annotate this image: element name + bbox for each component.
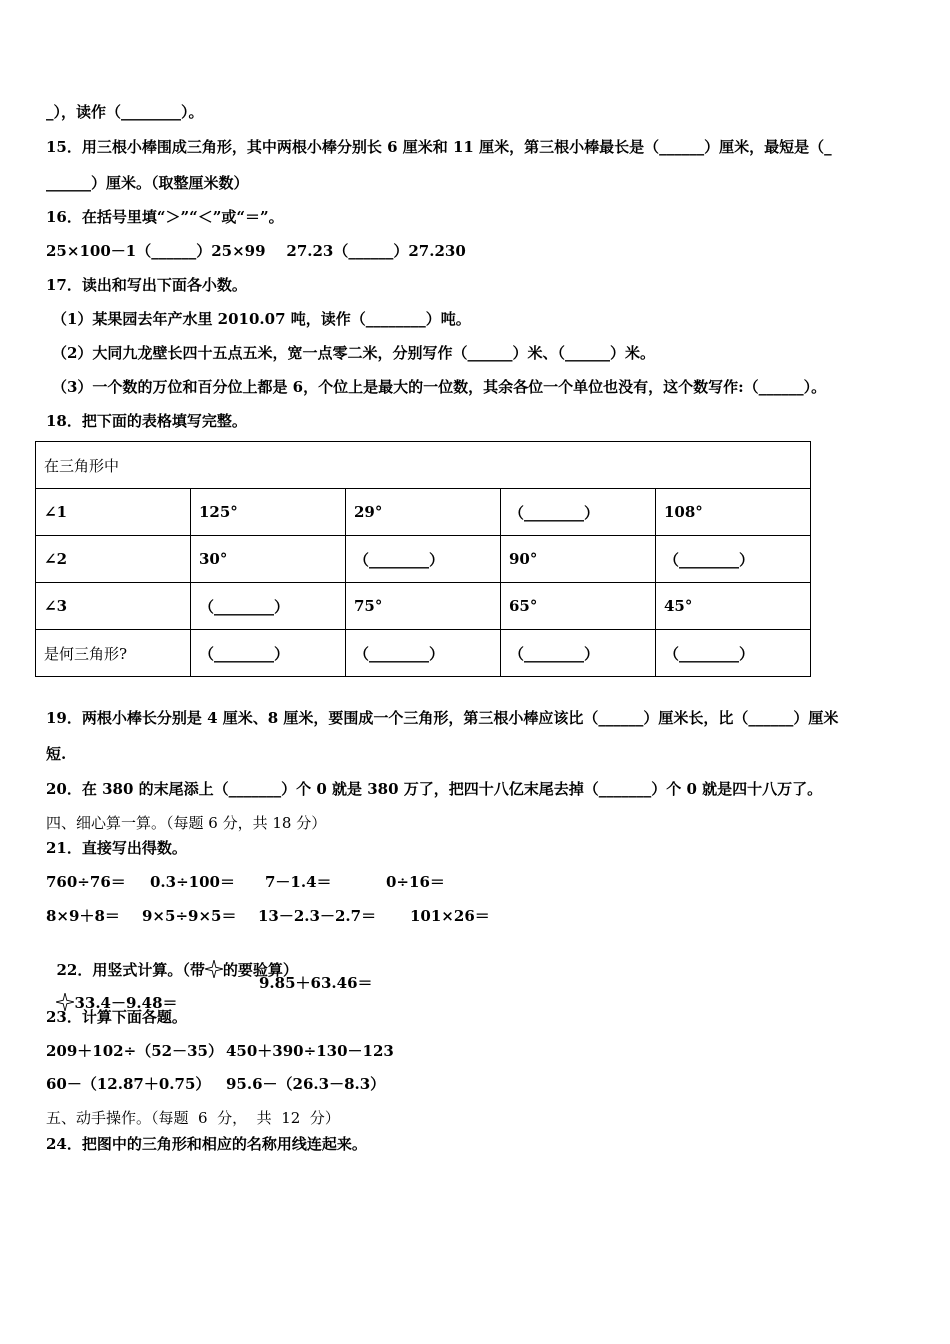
q21-item: 760÷76＝	[46, 873, 126, 891]
q15-line1: 15．用三根小棒围成三角形，其中两根小棒分别长 6 厘米和 11 厘米，第三根小棒最长是（______）厘米，最短是（_	[46, 138, 832, 156]
table-cell: 30°	[191, 536, 346, 583]
q21-item: 13－2.3－2.7＝	[258, 907, 377, 925]
table-row	[36, 489, 811, 536]
q21-item: 0.3÷100＝	[150, 873, 235, 891]
q24-title: 24．把图中的三角形和相应的名称用线连起来。	[46, 1135, 367, 1153]
q23-item: 209＋102÷（52－35）	[46, 1042, 223, 1060]
table-row	[36, 583, 811, 630]
table-cell: 45°	[656, 583, 811, 630]
table-header: 在三角形中	[36, 442, 811, 489]
q16-title: 16．在括号里填“＞”“＜”或“＝”。	[46, 208, 284, 226]
table-cell: ∠1	[36, 489, 191, 536]
q22-title-text-end: 的要验算）	[222, 961, 298, 979]
q17-part1: （1）某果园去年产水里 2010.07 吨，读作（________）吨。	[52, 310, 471, 328]
q22-item-text: 33.4－9.48＝	[74, 994, 178, 1012]
q19-line2: 短.	[46, 745, 67, 763]
q17-part2: （2）大同九龙壁长四十五点五米，宽一点零二米，分别写作（______）米、（______）米。	[52, 344, 655, 362]
q21-item: 0÷16＝	[386, 873, 445, 891]
table-cell: ∠3	[36, 583, 191, 630]
q21-item: 9×5÷9×5＝	[142, 907, 237, 925]
q17-part3: （3）一个数的万位和百分位上都是 6，个位上是最大的一位数，其余各位一个单位也没有，这个数写作:（______）。	[52, 378, 827, 396]
table-cell: （________）	[346, 630, 501, 677]
table-cell: （________）	[501, 630, 656, 677]
table-cell: 是何三角形?	[36, 630, 191, 677]
q23-item: 60－（12.87＋0.75）	[46, 1075, 211, 1093]
q20: 20．在 380 的末尾添上（_______）个 0 就是 380 万了，把四十八亿末尾去掉（_______）个 0 就是四十八万了。	[46, 780, 823, 798]
q17-title: 17．读出和写出下面各小数。	[46, 276, 247, 294]
table-cell: （________）	[501, 489, 656, 536]
q21-item: 7－1.4＝	[265, 873, 332, 891]
q14-continuation: _），读作（________）。	[46, 103, 204, 121]
table-cell: （________）	[656, 536, 811, 583]
section-4-title: 四、细心算一算。（每题 6 分，共 18 分）	[46, 814, 327, 832]
q18-title: 18．把下面的表格填写完整。	[46, 412, 247, 430]
q19-line1: 19．两根小棒长分别是 4 厘米、8 厘米，要围成一个三角形，第三根小棒应该比（______）厘米长，比（______）厘米	[46, 709, 839, 727]
q23-title: 23．计算下面各题。	[46, 1008, 187, 1026]
table-cell: 29°	[346, 489, 501, 536]
table-cell: （________）	[191, 630, 346, 677]
q16-items: 25×100－1（______）25×99 27.23（______）27.230	[46, 242, 466, 260]
q23-item: 95.6－（26.3－8.3）	[226, 1075, 386, 1093]
q21-title: 21．直接写出得数。	[46, 839, 187, 857]
section-5-title: 五、动手操作。（每题 6 分， 共 12 分）	[46, 1109, 340, 1127]
star-icon	[205, 960, 223, 978]
table-cell: （________）	[656, 630, 811, 677]
q22-item: 9.85＋63.46＝	[259, 974, 373, 992]
q23-item: 450＋390÷130－123	[226, 1042, 394, 1060]
table-cell: 108°	[656, 489, 811, 536]
q21-item: 101×26＝	[410, 907, 490, 925]
q21-item: 8×9＋8＝	[46, 907, 120, 925]
table-cell: 65°	[501, 583, 656, 630]
table-cell: 75°	[346, 583, 501, 630]
table-cell: （________）	[191, 583, 346, 630]
q22-title-text: 22．用竖式计算。（带	[56, 961, 205, 979]
table-cell: 90°	[501, 536, 656, 583]
table-cell: ∠2	[36, 536, 191, 583]
q15-line2: ______）厘米。（取整厘米数）	[46, 174, 249, 192]
table-row	[36, 630, 811, 677]
triangle-angle-table	[35, 441, 811, 677]
table-cell: （________）	[346, 536, 501, 583]
table-cell: 125°	[191, 489, 346, 536]
table-row	[36, 536, 811, 583]
